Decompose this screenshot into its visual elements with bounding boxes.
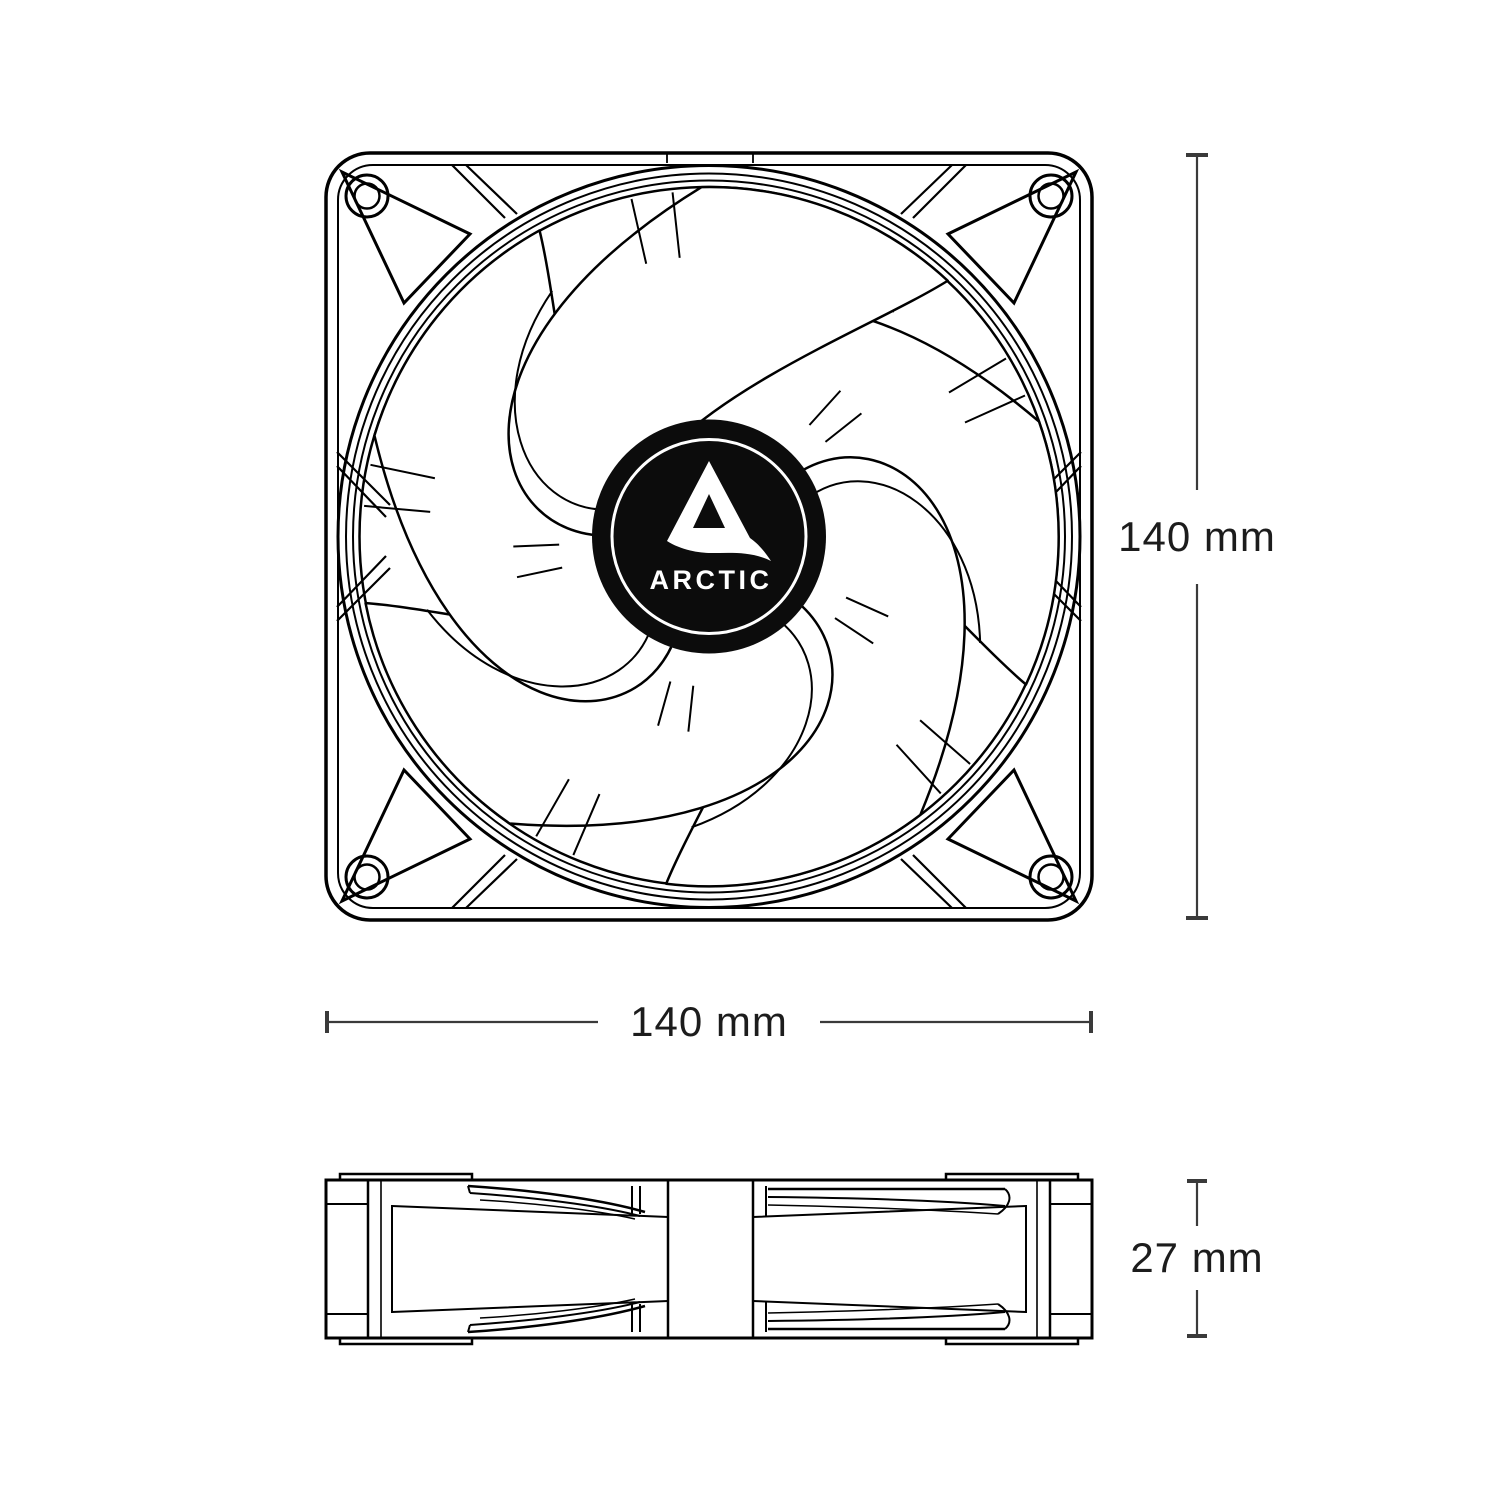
- front-width-label: 140 mm: [630, 998, 788, 1045]
- dimension-front-width: [327, 998, 1091, 1045]
- fan-side-view: [326, 1174, 1092, 1344]
- hub-brand-text: ARCTIC: [649, 565, 773, 595]
- dimension-side-depth: [1130, 1181, 1263, 1336]
- dimension-front-height: [1118, 155, 1276, 918]
- fan-front-view: [288, 131, 1092, 931]
- side-blade-sections-left: [468, 1186, 645, 1332]
- fan-hub: [592, 420, 826, 654]
- front-height-label: 140 mm: [1118, 513, 1276, 560]
- side-depth-label: 27 mm: [1130, 1234, 1264, 1281]
